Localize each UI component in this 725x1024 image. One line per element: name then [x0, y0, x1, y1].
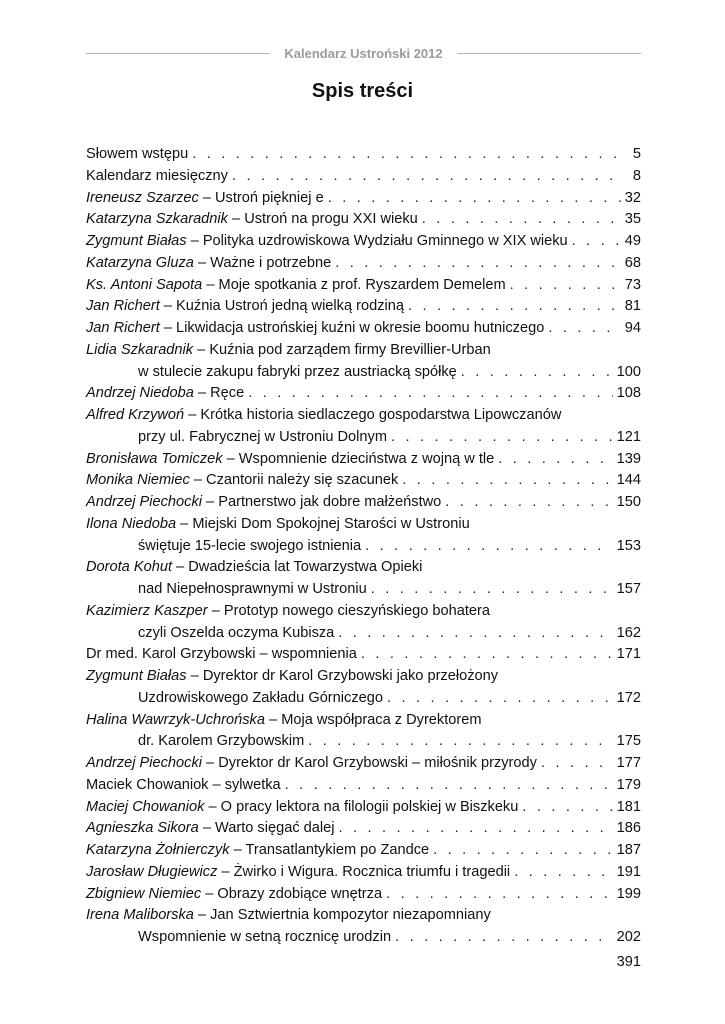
toc-entry-separator: –	[198, 189, 215, 206]
toc-entry-label	[86, 862, 510, 884]
toc-entry-continuation	[86, 688, 641, 710]
toc-entry-title: Kuźnia pod zarządem firmy Brevillier-Urban	[209, 341, 491, 358]
toc-entry-title: Obrazy zdobiące wnętrza	[217, 885, 383, 902]
toc-entry-separator: –	[193, 341, 210, 358]
toc-entry	[86, 231, 641, 253]
toc-entry	[86, 644, 641, 666]
toc-entry-title: Moje spotkania z prof. Ryszardem Demelem	[218, 276, 506, 293]
toc-entry-label	[86, 644, 357, 666]
toc-entry-page: 175	[616, 733, 641, 750]
toc-entry-separator: –	[193, 254, 211, 271]
toc-entry-title: Dyrektor dr Karol Grzybowski – miłośnik przyrody	[218, 755, 537, 771]
toc-entry-title-continued: świętuje 15-lecie swojego istnienia	[138, 537, 362, 554]
toc-entry-page: 157	[616, 581, 641, 597]
toc-entry-author: Jan Richert	[86, 298, 160, 315]
toc-entry-separator: –	[186, 668, 203, 684]
toc-entry	[86, 166, 641, 188]
toc-entry-continuation	[86, 536, 641, 558]
dot-leader	[422, 209, 621, 231]
toc-entry	[86, 884, 641, 906]
toc-entry-title: Transatlantykiem po Zandce	[245, 842, 430, 858]
running-header	[86, 46, 641, 61]
toc-entry-page: 202	[616, 929, 641, 945]
toc-entry-title: Ręce	[210, 385, 245, 402]
toc-entry	[86, 275, 641, 297]
dot-leader	[365, 536, 613, 558]
toc-entry-title: Ważne i potrzebne	[210, 254, 332, 271]
toc-entry	[86, 209, 641, 231]
toc-entry-author: Andrzej Niedoba	[86, 385, 194, 402]
toc-entry	[86, 862, 641, 884]
toc-entry-title-continued: Uzdrowiskowego Zakładu Górniczego	[138, 689, 383, 706]
toc-entry-page: 49	[624, 233, 641, 249]
toc-entry-label	[86, 840, 429, 862]
toc-entry-label	[86, 710, 482, 732]
toc-entry-label	[86, 318, 544, 340]
toc-entry-continuation	[86, 927, 641, 949]
toc-entry-author: Lidia Szkaradnik	[86, 341, 194, 358]
toc-entry-page: 150	[616, 494, 641, 510]
dot-leader	[339, 818, 613, 840]
toc-entry-label	[86, 753, 537, 775]
toc-entry-page: 191	[616, 863, 641, 880]
toc-entry-title-continued: czyli Oszelda oczyma Kubisza	[138, 624, 335, 641]
dot-leader	[395, 927, 613, 949]
dot-leader	[408, 296, 621, 318]
dot-leader	[510, 275, 621, 297]
toc-entry-separator: –	[229, 842, 246, 858]
toc-entry-separator: –	[172, 559, 189, 576]
dot-leader	[522, 797, 612, 819]
toc-entry-author: Katarzyna Szkaradnik	[86, 211, 228, 228]
toc-entry-page: 199	[616, 885, 641, 902]
header-rule-right	[457, 53, 641, 54]
toc-entry-page: 153	[616, 537, 641, 554]
toc-entry-page: 171	[616, 646, 641, 663]
toc-entry	[86, 144, 641, 166]
toc-entry-author: Kazimierz Kaszper	[86, 602, 208, 619]
toc-entry-label	[86, 405, 561, 427]
toc-entry	[86, 557, 641, 579]
dot-leader	[461, 362, 613, 384]
toc-entry-label	[86, 492, 441, 514]
dot-leader	[445, 492, 612, 514]
toc-entry-page: 81	[624, 298, 641, 315]
toc-entry-title: Dr med. Karol Grzybowski – wspomnienia	[86, 646, 357, 663]
toc-entry-continuation	[86, 623, 641, 645]
toc-entry-page: 139	[616, 450, 641, 467]
toc-entry-author: Andrzej Piechocki	[86, 755, 202, 771]
toc-entry-label	[86, 818, 335, 840]
toc-entry-title: Partnerstwo jak dobre małżeństwo	[218, 494, 442, 510]
toc-entry-separator: –	[227, 211, 245, 228]
toc-entry-label	[86, 775, 281, 797]
toc-entry-title: Krótka historia siedlaczego gospodarstwa Lipowczanów	[200, 407, 562, 423]
toc-entry-title: Polityka uzdrowiskowa Wydziału Gminnego w XIX wieku	[202, 233, 568, 249]
dot-leader	[498, 449, 612, 471]
toc-entry-label	[86, 231, 568, 253]
toc-entry	[86, 753, 641, 775]
toc-entry-author: Irena Maliborska	[86, 907, 194, 924]
toc-entry-label	[86, 470, 398, 492]
toc-entry-page: 144	[616, 472, 641, 489]
toc-entry-label	[86, 166, 228, 188]
toc-entry-separator: –	[193, 385, 211, 402]
dot-leader	[232, 166, 623, 188]
toc-entry	[86, 405, 641, 427]
toc-entry	[86, 840, 641, 862]
toc-entry	[86, 188, 641, 210]
dot-leader	[402, 470, 612, 492]
toc-entry-author: Ireneusz Szarzec	[86, 189, 199, 206]
toc-entry-title: Dwadzieścia lat Towarzystwa Opieki	[188, 559, 423, 576]
toc-entry-title-continued: nad Niepełnosprawnymi w Ustroniu	[138, 581, 367, 597]
toc-entry-page: 108	[616, 385, 641, 402]
toc-entry	[86, 340, 641, 362]
toc-entry-title-continued: w stulecie zakupu fabryki przez austriacką spółkę	[138, 363, 457, 380]
toc-entry	[86, 296, 641, 318]
toc-entry-author: Jan Richert	[86, 320, 160, 336]
toc-entry	[86, 775, 641, 797]
toc-entry-label	[86, 253, 331, 275]
toc-entry-author: Katarzyna Gluza	[86, 254, 194, 271]
toc-entry-title: Ustroń na progu XXI wieku	[244, 211, 418, 228]
toc-entry	[86, 470, 641, 492]
toc-entry-author: Dorota Kohut	[86, 559, 172, 576]
toc-entry-title: Jan Sztwiertnia kompozytor niezapomniany	[210, 907, 491, 924]
toc-entry-author: Agnieszka Sikora	[86, 820, 199, 837]
dot-leader	[371, 579, 613, 601]
toc-entry-page: 121	[616, 428, 641, 445]
dot-leader	[308, 731, 612, 753]
page-number: 391	[616, 954, 641, 970]
toc-entry-page: 5	[632, 146, 641, 162]
toc-entry	[86, 818, 641, 840]
toc-entry	[86, 666, 641, 688]
toc-entry	[86, 797, 641, 819]
toc-entry-author: Halina Wawrzyk-Uchrońska	[86, 711, 265, 728]
toc-entry-label	[86, 340, 491, 362]
toc-entry-separator: –	[159, 320, 177, 336]
toc-entry-author: Zbigniew Niemiec	[86, 885, 202, 902]
toc-entry-separator: –	[198, 820, 215, 837]
toc-entry-author: Ks. Antoni Sapota	[86, 276, 203, 293]
toc-entry-label	[86, 188, 324, 210]
toc-entry-title: Moja współpraca z Dyrektorem	[281, 711, 482, 728]
toc-entry-title: Kalendarz miesięczny	[86, 167, 228, 184]
toc-entry-page: 8	[632, 167, 641, 184]
toc-entry-label	[86, 905, 491, 927]
toc-entry-title-continued: Wspomnienie w setną rocznicę urodzin	[138, 929, 392, 945]
toc-entry-page: 73	[624, 276, 641, 293]
table-of-contents	[86, 144, 641, 949]
page-title: Spis treści	[311, 80, 414, 102]
dot-leader	[361, 644, 613, 666]
toc-entry-page: 177	[616, 755, 641, 771]
toc-entry	[86, 449, 641, 471]
dot-leader	[572, 231, 621, 253]
toc-entry-separator: –	[189, 472, 207, 489]
dot-leader	[514, 862, 612, 884]
toc-entry-author: Alfred Krzywoń	[86, 407, 185, 423]
dot-leader	[338, 623, 612, 645]
toc-entry-separator: –	[202, 494, 219, 510]
header-rule-left	[86, 53, 270, 54]
toc-entry-author: Zygmunt Białas	[86, 233, 187, 249]
toc-entry	[86, 253, 641, 275]
toc-entry-continuation	[86, 731, 641, 753]
toc-entry-label	[86, 449, 494, 471]
toc-entry-separator: –	[207, 602, 224, 619]
toc-entry-title: Prototyp nowego cieszyńskiego bohatera	[223, 602, 490, 619]
toc-entry-title: O pracy lektora na filologii polskiej w Biszkeku	[220, 798, 519, 815]
toc-entry-title: Likwidacja ustrońskiej kuźni w okresie boomu hutniczego	[176, 320, 545, 336]
toc-entry-title-continued: dr. Karolem Grzybowskim	[138, 733, 305, 750]
toc-entry-author: Bronisława Tomiczek	[86, 450, 223, 467]
dot-leader	[192, 144, 623, 166]
toc-entry-label	[86, 601, 490, 623]
toc-entry-label	[86, 383, 244, 405]
toc-entry-label	[86, 797, 518, 819]
toc-entry-title: Słowem wstępu	[86, 146, 189, 162]
toc-entry-separator: –	[222, 450, 239, 467]
toc-entry-author: Andrzej Piechocki	[86, 494, 202, 510]
toc-entry	[86, 318, 641, 340]
toc-entry	[86, 383, 641, 405]
toc-entry-continuation	[86, 579, 641, 601]
toc-entry-author: Katarzyna Żołnierczyk	[86, 842, 230, 858]
dot-leader	[248, 383, 612, 405]
toc-entry-separator: –	[202, 755, 219, 771]
toc-entry-title: Czantorii należy się szacunek	[206, 472, 399, 489]
toc-entry-page: 181	[616, 798, 641, 815]
running-title: Kalendarz Ustroński 2012	[284, 46, 443, 61]
toc-entry-separator: –	[176, 515, 193, 532]
toc-entry-label	[86, 296, 404, 318]
toc-entry-page: 68	[624, 254, 641, 271]
toc-entry-continuation	[86, 427, 641, 449]
dot-leader	[387, 688, 613, 710]
toc-entry-title: Warto sięgać dalej	[215, 820, 335, 837]
toc-entry-title: Maciek Chowaniok – sylwetka	[86, 776, 281, 793]
toc-entry-separator: –	[202, 276, 219, 293]
toc-entry	[86, 710, 641, 732]
toc-entry-label	[86, 514, 470, 536]
toc-entry-separator: –	[217, 863, 234, 880]
dot-leader	[391, 427, 613, 449]
toc-entry	[86, 514, 641, 536]
toc-entry-label	[86, 557, 422, 579]
toc-entry-page: 35	[624, 211, 641, 228]
toc-entry-page: 179	[616, 776, 641, 793]
dot-leader	[386, 884, 613, 906]
toc-entry-page: 187	[616, 842, 641, 858]
dot-leader	[335, 253, 621, 275]
toc-entry-page: 100	[616, 363, 641, 380]
toc-entry-page: 32	[624, 189, 641, 206]
toc-entry-separator: –	[264, 711, 282, 728]
toc-entry	[86, 492, 641, 514]
dot-leader	[328, 188, 621, 210]
toc-entry-label	[86, 144, 188, 166]
toc-entry-title: Dyrektor dr Karol Grzybowski jako przełożony	[202, 668, 499, 684]
toc-entry-label	[86, 275, 506, 297]
toc-entry-title: Żwirko i Wigura. Rocznica triumfu i tragedii	[233, 863, 511, 880]
toc-entry-title: Miejski Dom Spokojnej Starości w Ustroniu	[192, 515, 470, 532]
toc-entry-label	[86, 884, 382, 906]
toc-entry-title: Kuźnia Ustroń jedną wielką rodziną	[176, 298, 404, 315]
toc-entry-author: Jarosław Długiewicz	[86, 863, 218, 880]
toc-entry-page: 162	[616, 624, 641, 641]
toc-entry-author: Ilona Niedoba	[86, 515, 177, 532]
dot-leader	[541, 753, 613, 775]
toc-entry-author: Maciej Chowaniok	[86, 798, 205, 815]
toc-entry-label	[86, 209, 418, 231]
toc-entry	[86, 905, 641, 927]
toc-entry-separator: –	[193, 907, 211, 924]
toc-entry-label	[86, 666, 498, 688]
toc-entry-separator: –	[186, 233, 203, 249]
dot-leader	[285, 775, 613, 797]
toc-entry-separator: –	[204, 798, 221, 815]
toc-entry-page: 94	[624, 320, 641, 336]
toc-entry-author: Monika Niemiec	[86, 472, 190, 489]
toc-entry-page: 186	[616, 820, 641, 837]
dot-leader	[433, 840, 613, 862]
toc-entry-separator: –	[159, 298, 177, 315]
toc-entry-continuation	[86, 362, 641, 384]
dot-leader	[548, 318, 620, 340]
toc-entry	[86, 601, 641, 623]
toc-entry-title-continued: przy ul. Fabrycznej w Ustroniu Dolnym	[138, 428, 387, 445]
toc-entry-separator: –	[184, 407, 201, 423]
toc-entry-page: 172	[616, 689, 641, 706]
toc-entry-author: Zygmunt Białas	[86, 668, 187, 684]
toc-entry-title: Ustroń piękniej e	[214, 189, 324, 206]
toc-entry-separator: –	[201, 885, 218, 902]
toc-entry-title: Wspomnienie dzieciństwa z wojną w tle	[238, 450, 495, 467]
